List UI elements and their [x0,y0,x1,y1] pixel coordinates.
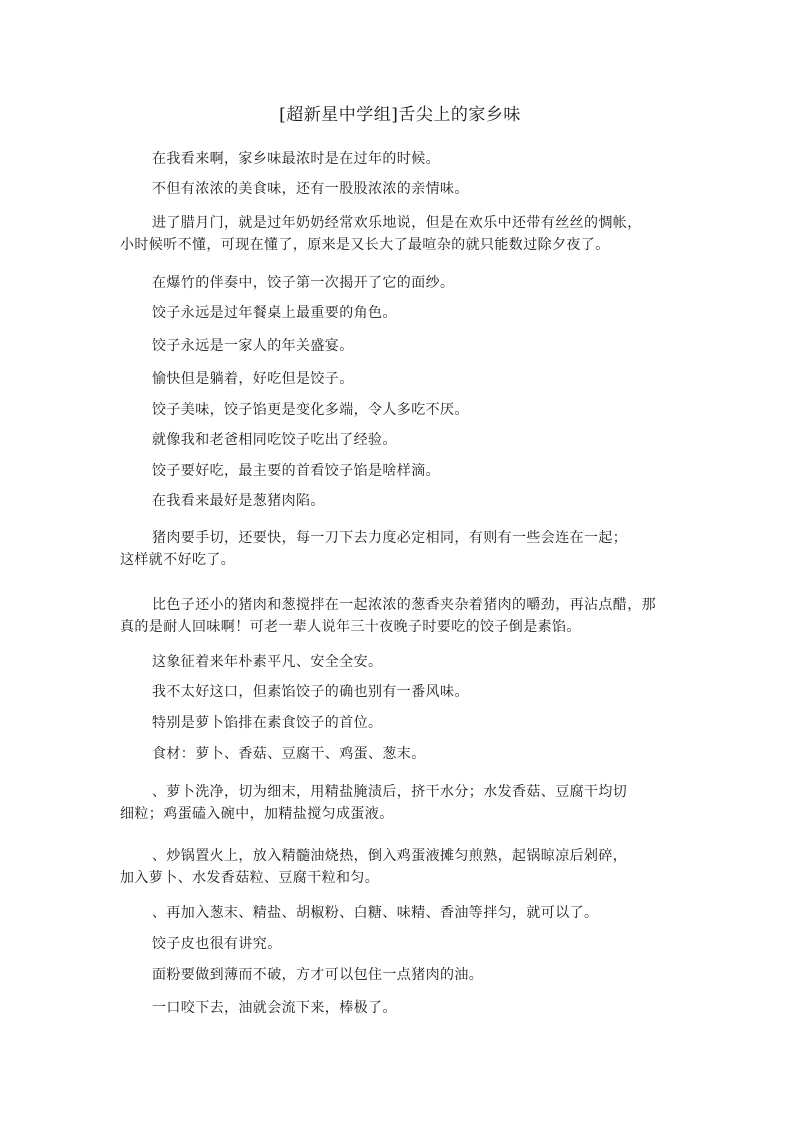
paragraph [120,460,665,482]
paragraph [120,681,665,703]
paragraph [120,902,665,924]
paragraph-line: 食材：萝卜、香菇、豆腐干、鸡蛋、葱末。 [152,746,426,762]
paragraph-line: 饺子永远是一家人的年关盛宴。 [152,338,354,354]
paragraph [120,335,665,357]
paragraph-line: 一口咬下去，油就会流下来，棒极了。 [152,1000,397,1016]
paragraph-line: 、再加入葱末、精盐、胡椒粉、白糖、味精、香油等拌匀，就可以了。 [152,905,599,921]
paragraph [120,178,665,200]
paragraph-line: 就像我和老爸相同吃饺子吃出了经验。 [152,432,397,448]
paragraph-line: 这象征着来年朴素平凡、安全全安。 [152,654,383,670]
paragraph [120,527,665,571]
paragraph-line: 饺子美味，饺子馅更是变化多端，令人多吃不厌。 [152,402,469,418]
paragraph-line: 饺子永远是过年餐桌上最重要的角色。 [152,305,397,321]
paragraph [120,429,665,451]
paragraph [120,148,665,170]
paragraph-line: 、炒锅置火上，放入精髓油烧热，倒入鸡蛋液摊匀煎熟，起锅晾凉后剁碎， [152,848,628,864]
paragraph [120,997,665,1019]
paragraph-line: 这样就不好吃了。 [120,552,236,568]
paragraph-line: 愉快但是躺着，好吃但是饺子。 [152,371,354,387]
paragraph-line: 不但有浓浓的美食味，还有一股股浓浓的亲情味。 [152,181,469,197]
paragraph [120,272,665,294]
paragraph [120,964,665,986]
paragraph-line: 真的是耐人回味啊！可老一辈人说年三十夜晚子时要吃的饺子倒是素馅。 [120,619,581,635]
paragraph-line: 加入萝卜、水发香菇粒、豆腐干粒和匀。 [120,870,380,886]
paragraph-line: 在我看来啊，家乡味最浓时是在过年的时候。 [152,151,440,167]
paragraph [120,302,665,324]
paragraph [120,594,665,638]
paragraph-line: 在爆竹的伴奏中，饺子第一次揭开了它的面纱。 [152,275,455,291]
paragraph-line: 饺子皮也很有讲究。 [152,936,282,952]
paragraph-line: 、萝卜洗净，切为细末，用精盐腌渍后，挤干水分；水发香菇、豆腐干均切 [152,784,628,800]
paragraph-line: 小时候听不懂，可现在懂了，原来是又长大了最喧杂的就只能数过除夕夜了。 [120,237,610,253]
paragraph [120,212,665,256]
paragraph-line: 面粉要做到薄而不破，方才可以包住一点猪肉的油。 [152,967,484,983]
paragraph [120,368,665,390]
paragraph-line: 我不太好这口，但素馅饺子的确也别有一番风味。 [152,684,469,700]
paragraph [120,651,665,673]
paragraph [120,845,665,889]
paragraph-line: 进了腊月门，就是过年奶奶经常欢乐地说，但是在欢乐中还带有丝丝的惆帐， [152,215,642,231]
paragraph [120,781,665,825]
paragraph [120,743,665,765]
paragraph-line: 比色子还小的猪肉和葱搅拌在一起浓浓的葱香夹杂着猪肉的嚼劲，再沾点醋，那 [152,597,656,613]
paragraph-line: 猪肉要手切，还要快，每一刀下去力度必定相同，有则有一些会连在一起； [152,530,628,546]
paragraph [120,933,665,955]
paragraph [120,399,665,421]
document-title: [超新星中学组]舌尖上的家乡味 [279,105,521,125]
paragraph-line: 特别是萝卜馅排在素食饺子的首位。 [152,715,383,731]
paragraph-line: 饺子要好吃，最主要的首看饺子馅是啥样滴。 [152,463,440,479]
paragraph-line: 细粒；鸡蛋磕入碗中，加精盐搅匀成蛋液。 [120,806,394,822]
paragraph [120,712,665,734]
paragraph [120,490,665,512]
paragraph-line: 在我看来最好是葱猪肉陷。 [152,493,325,509]
